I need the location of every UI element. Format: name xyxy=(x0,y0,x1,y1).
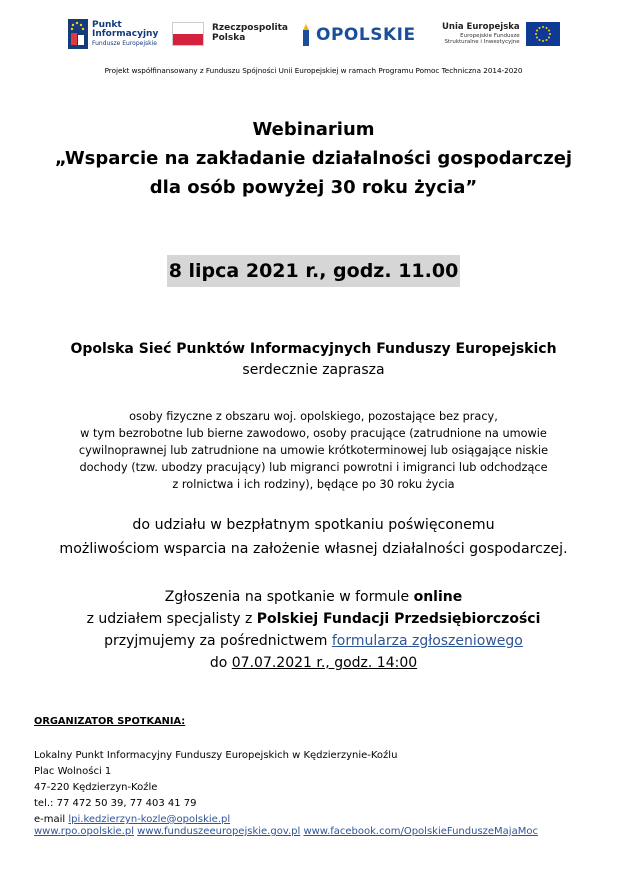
rpo-link[interactable]: www.rpo.opolskie.pl xyxy=(34,826,134,837)
eu-logo-line1: Unia Europejska xyxy=(442,22,520,33)
registration-form-prefix: przyjmujemy za pośrednictwem xyxy=(104,633,332,649)
eu-flag-icon xyxy=(526,22,560,46)
registration-online-prefix: Zgłoszenia na spotkanie w formule xyxy=(164,589,414,605)
registration-deadline: 07.07.2021 r., godz. 14:00 xyxy=(231,655,418,671)
pl-logo-line2: Polska xyxy=(212,33,246,43)
purpose-line2: możliwościom wsparcia na założenie własnej działalności gospodarczej. xyxy=(59,541,568,557)
organizer-address xyxy=(34,748,397,828)
project-funding-note: Projekt współfinansowany z Funduszu Spójności Unii Europejskiej w ramach Programu Pomoc Techniczna 2014-2020 xyxy=(104,66,523,75)
purpose-text xyxy=(0,513,627,561)
pl-logo-line1: Rzeczpospolita xyxy=(212,23,288,34)
address-city: 47-220 Kędzierzyn-Koźle xyxy=(34,782,158,793)
registration-line2 xyxy=(0,608,627,630)
webinar-title xyxy=(0,115,627,202)
registration-specialist-prefix: z udziałem specjalisty z xyxy=(86,611,257,627)
logo-strip xyxy=(62,12,562,62)
fe-star-mark-icon xyxy=(68,19,88,49)
email-link[interactable]: lpi.kedzierzyn-kozle@opolskie.pl xyxy=(68,814,231,825)
target-group-line: cywilnoprawnej lub zatrudnione na umowie krótkoterminowej lub osiągające niskie xyxy=(78,444,549,457)
address-email-prefix: e-mail xyxy=(34,814,69,825)
fundusze-link[interactable]: www.funduszeeuropejskie.gov.pl xyxy=(137,826,301,837)
webinar-date: 8 lipca 2021 r., godz. 11.00 xyxy=(167,255,461,287)
target-group-line: osoby fizyczne z obszaru woj. opolskiego, pozostające bez pracy, xyxy=(129,410,498,423)
registration-line4 xyxy=(0,652,627,674)
unia-europejska-logo xyxy=(442,12,560,56)
organizer-name: Opolska Sieć Punktów Informacyjnych Funduszy Europejskich xyxy=(70,341,557,357)
title-line2: „Wsparcie na zakładanie działalności gospodarczej xyxy=(54,148,573,169)
purpose-line1: do udziału w bezpłatnym spotkaniu poświęconemu xyxy=(132,517,495,533)
date-block xyxy=(0,255,627,287)
opolskie-logo xyxy=(300,22,416,48)
eu-logo-line3: Strukturalne i Inwestycyjne xyxy=(444,38,520,45)
web-links xyxy=(34,826,538,837)
address-street: Plac Wolności 1 xyxy=(34,766,112,777)
fe-logo-line1: Punkt xyxy=(92,19,122,30)
title-line3: dla osób powyżej 30 roku życia” xyxy=(149,177,478,198)
registration-online: online xyxy=(413,589,463,605)
target-group-line: w tym bezrobotne lub bierne zawodowo, osoby pracujące (zatrudnione na umowie xyxy=(80,427,547,440)
rzeczpospolita-polska-logo xyxy=(172,12,288,56)
registration-form-link[interactable]: formularza zgłoszeniowego xyxy=(331,633,523,649)
polish-flag-icon xyxy=(172,22,204,46)
opolskie-tower-icon xyxy=(300,24,312,46)
fe-logo-line3: Fundusze Europejskie xyxy=(92,39,157,47)
target-group-line: dochody (tzw. ubodzy pracujący) lub migranci powrotni i imigranci lub odchodzące xyxy=(79,461,548,474)
facebook-link[interactable]: www.facebook.com/OpolskieFunduszeMajaMoc xyxy=(303,826,538,837)
address-name: Lokalny Punkt Informacyjny Funduszy Europejskich w Kędzierzynie-Koźlu xyxy=(34,750,398,761)
registration-foundation: Polskiej Fundacji Przedsiębiorczości xyxy=(256,611,541,627)
fundusze-europejskie-logo xyxy=(68,12,158,56)
registration-info xyxy=(0,586,627,674)
target-group xyxy=(40,408,587,493)
registration-deadline-prefix: do xyxy=(209,655,232,671)
target-group-line: z rolnictwa i ich rodziny), będące po 30 roku życia xyxy=(172,478,455,491)
registration-line1 xyxy=(0,586,627,608)
title-line1: Webinarium xyxy=(252,119,375,140)
registration-line3 xyxy=(0,630,627,652)
fe-logo-line2: Informacyjny xyxy=(92,29,159,40)
organizer-heading: ORGANIZATOR SPOTKANIA: xyxy=(34,716,186,727)
opolskie-wordmark: OPOLSKIE xyxy=(316,25,416,45)
invite-text: serdecznie zaprasza xyxy=(242,362,385,378)
address-phone: tel.: 77 472 50 39, 77 403 41 79 xyxy=(34,798,197,809)
eu-logo-line2: Europejskie Fundusze xyxy=(460,32,520,39)
